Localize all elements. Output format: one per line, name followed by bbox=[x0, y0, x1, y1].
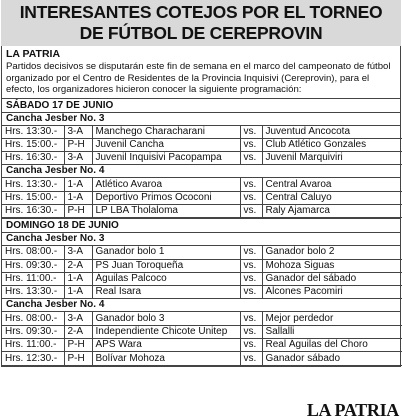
match-category: 3-A bbox=[64, 126, 92, 139]
match-category: 3-A bbox=[64, 152, 92, 165]
match-row bbox=[2, 204, 402, 217]
vs-label: vs. bbox=[240, 352, 262, 365]
match-time: Hrs. 15:00.- bbox=[2, 138, 64, 151]
match-row bbox=[2, 191, 402, 204]
vs-label: vs. bbox=[240, 152, 262, 165]
newspaper-logo: LA PATRIA bbox=[301, 400, 401, 420]
home-team: Real Isara bbox=[92, 286, 240, 299]
vs-label: vs. bbox=[240, 178, 262, 191]
match-time: Hrs. 16:30.- bbox=[2, 152, 64, 165]
day-heading: DOMINGO 18 DE JUNIO bbox=[2, 218, 400, 233]
home-team: PS Juan Toroqueña bbox=[92, 259, 240, 272]
vs-label: vs. bbox=[240, 246, 262, 259]
match-row bbox=[2, 259, 402, 272]
match-row bbox=[2, 325, 402, 338]
home-team: Juvenil Cancha bbox=[92, 138, 240, 151]
away-team: Real Águilas del Choro bbox=[262, 339, 402, 352]
away-team: Juvenil Marquiviri bbox=[262, 152, 402, 165]
match-category: 3-A bbox=[64, 312, 92, 325]
away-team: Central Caluyo bbox=[262, 191, 402, 204]
vs-label: vs. bbox=[240, 204, 262, 217]
venue-heading: Cancha Jesber No. 3 bbox=[2, 113, 400, 126]
match-time: Hrs. 13:30.- bbox=[2, 178, 64, 191]
match-row bbox=[2, 272, 402, 285]
home-team: Atlético Avaroa bbox=[92, 178, 240, 191]
article-body bbox=[1, 46, 401, 367]
match-row bbox=[2, 246, 402, 259]
home-team: Juvenil Inquisivi Pacopampa bbox=[92, 152, 240, 165]
match-time: Hrs. 08:00.- bbox=[2, 312, 64, 325]
match-time: Hrs. 11:00.- bbox=[2, 339, 64, 352]
home-team: APS Wara bbox=[92, 339, 240, 352]
match-table bbox=[2, 126, 402, 166]
vs-label: vs. bbox=[240, 259, 262, 272]
away-team: Mejor perdedor bbox=[262, 312, 402, 325]
away-team: Alcones Pacomiri bbox=[262, 286, 402, 299]
vs-label: vs. bbox=[240, 138, 262, 151]
match-category: 1-A bbox=[64, 191, 92, 204]
match-time: Hrs. 09:30.- bbox=[2, 325, 64, 338]
home-team: Independiente Chicote Unitep bbox=[92, 325, 240, 338]
venue-heading: Cancha Jesber No. 3 bbox=[2, 233, 400, 246]
vs-label: vs. bbox=[240, 339, 262, 352]
away-team: Sallalli bbox=[262, 325, 402, 338]
match-time: Hrs. 11:00.- bbox=[2, 272, 64, 285]
match-category: 2-A bbox=[64, 325, 92, 338]
venue-heading: Cancha Jesber No. 4 bbox=[2, 299, 400, 312]
away-team: Ganador del sábado bbox=[262, 272, 402, 285]
match-category: P-H bbox=[64, 138, 92, 151]
home-team: Águilas Palcoco bbox=[92, 272, 240, 285]
day-heading: SÁBADO 17 DE JUNIO bbox=[2, 98, 400, 113]
match-row bbox=[2, 312, 402, 325]
vs-label: vs. bbox=[240, 325, 262, 338]
match-category: 2-A bbox=[64, 259, 92, 272]
match-time: Hrs. 12:30.- bbox=[2, 352, 64, 365]
match-table bbox=[2, 178, 402, 218]
vs-label: vs. bbox=[240, 126, 262, 139]
away-team: Raly Ajamarca bbox=[262, 204, 402, 217]
match-table bbox=[2, 312, 402, 365]
match-time: Hrs. 13:30.- bbox=[2, 286, 64, 299]
home-team: Ganador bolo 3 bbox=[92, 312, 240, 325]
headline bbox=[1, 0, 401, 46]
schedule bbox=[2, 98, 400, 366]
match-category: 1-A bbox=[64, 286, 92, 299]
clipping bbox=[1, 0, 401, 420]
match-time: Hrs. 16:30.- bbox=[2, 204, 64, 217]
vs-label: vs. bbox=[240, 191, 262, 204]
away-team: Club Atlético Gonzales bbox=[262, 138, 402, 151]
away-team: Ganador sábado bbox=[262, 352, 402, 365]
vs-label: vs. bbox=[240, 272, 262, 285]
match-category: P-H bbox=[64, 339, 92, 352]
headline-line-1: INTERESANTES COTEJOS POR EL TORNEO bbox=[19, 2, 383, 22]
match-table bbox=[2, 246, 402, 299]
match-category: P-H bbox=[64, 204, 92, 217]
venue-heading: Cancha Jesber No. 4 bbox=[2, 165, 400, 178]
vs-label: vs. bbox=[240, 312, 262, 325]
away-team: Juventud Ancocota bbox=[262, 126, 402, 139]
match-row bbox=[2, 352, 402, 365]
home-team: Deportivo Primos Ococoni bbox=[92, 191, 240, 204]
match-category: 3-A bbox=[64, 246, 92, 259]
match-category: 1-A bbox=[64, 178, 92, 191]
match-time: Hrs. 09:30.- bbox=[2, 259, 64, 272]
source-label: LA PATRIA bbox=[6, 48, 61, 60]
home-team: Ganador bolo 1 bbox=[92, 246, 240, 259]
headline-line-2: DE FÚTBOL DE CEREPROVIN bbox=[79, 23, 323, 43]
match-time: Hrs. 08:00.- bbox=[2, 246, 64, 259]
away-team: Central Avaroa bbox=[262, 178, 402, 191]
match-row bbox=[2, 286, 402, 299]
match-category: P-H bbox=[64, 352, 92, 365]
home-team: Bolívar Mohoza bbox=[92, 352, 240, 365]
match-row bbox=[2, 126, 402, 139]
match-row bbox=[2, 339, 402, 352]
match-category: 1-A bbox=[64, 272, 92, 285]
match-row bbox=[2, 178, 402, 191]
away-team: Mohoza Siguas bbox=[262, 259, 402, 272]
match-row bbox=[2, 138, 402, 151]
match-time: Hrs. 13:30.- bbox=[2, 126, 64, 139]
match-row bbox=[2, 152, 402, 165]
home-team: LP LBA Tholaloma bbox=[92, 204, 240, 217]
match-time: Hrs. 15:00.- bbox=[2, 191, 64, 204]
vs-label: vs. bbox=[240, 286, 262, 299]
away-team: Ganador bolo 2 bbox=[262, 246, 402, 259]
home-team: Manchego Characharani bbox=[92, 126, 240, 139]
intro-paragraph: Partidos decisivos se disputarán este fin de semana en el marco del campeonato de fútbol organizado por el Centro de Residentes de la Provincia Inquisivi (Cereprovin), para el efecto, los organizadores hicieron conocer la siguiente programación: bbox=[6, 61, 391, 95]
